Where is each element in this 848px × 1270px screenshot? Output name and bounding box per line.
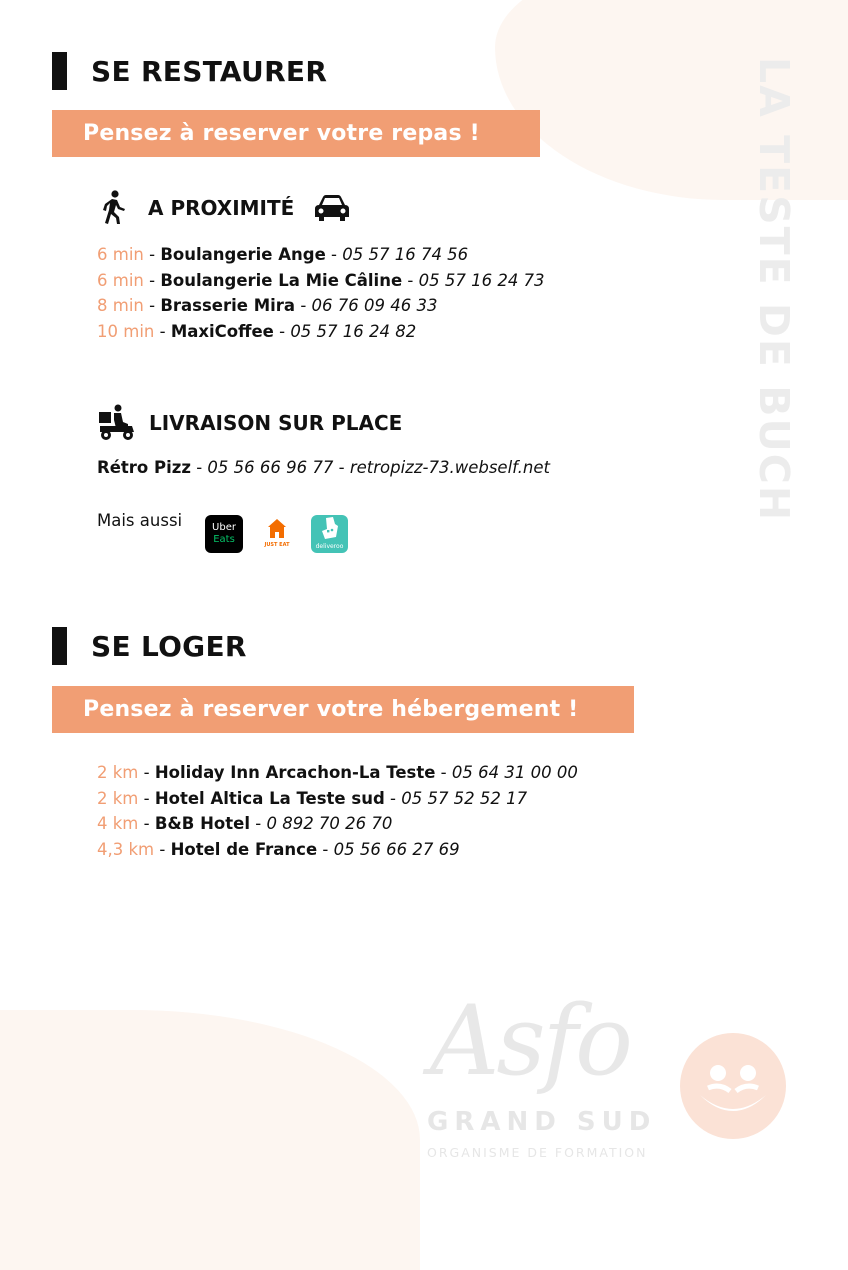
list-item: 2 km - Hotel Altica La Teste sud - 05 57 52 52 17	[97, 788, 528, 808]
section-bar	[52, 52, 67, 90]
section-restaurer-title	[52, 51, 327, 91]
list-item: 6 min - Boulangerie La Mie Câline - 05 57 16 24 73	[97, 270, 545, 290]
list-item: 10 min - MaxiCoffee - 05 57 16 24 82	[97, 321, 417, 341]
retro-pizz-line: Rétro Pizz - 05 56 66 96 77 - retropizz-73.webself.net	[97, 458, 550, 477]
kangaroo-icon	[317, 515, 343, 541]
decorative-blob-bottom	[0, 1010, 420, 1270]
vertical-city-title: LA TESTE DE BUCH	[750, 57, 798, 523]
section-loger-title	[52, 626, 247, 666]
section-bar	[52, 627, 67, 665]
restaurer-banner: Pensez à reserver votre repas !	[52, 110, 540, 157]
uber-eats-logo: Uber Eats	[205, 515, 243, 553]
mais-aussi-label: Mais aussi	[97, 511, 183, 530]
delivery-scooter-icon	[98, 404, 136, 442]
list-item: 2 km - Holiday Inn Arcachon-La Teste - 05 64 31 00 00	[97, 763, 578, 782]
list-item: 4,3 km - Hotel de France - 05 56 66 27 69	[97, 839, 460, 859]
list-item: 8 min - Brasserie Mira - 06 76 09 46 33	[97, 296, 438, 315]
logo-subtitle: ORGANISME DE FORMATION	[427, 1145, 648, 1160]
deliveroo-logo: deliveroo	[311, 515, 348, 553]
livraison-title: LIVRAISON SUR PLACE	[149, 411, 403, 435]
logo-grand-sud: GRAND SUD	[427, 1107, 657, 1137]
proximite-list	[97, 242, 545, 344]
house-icon	[267, 518, 287, 540]
list-item: 4 km - B&B Hotel - 0 892 70 26 70	[97, 814, 393, 833]
car-icon	[312, 193, 352, 223]
loger-banner: Pensez à reserver votre hébergement !	[52, 686, 634, 733]
retro-pizz-website: retropizz-73.webself.net	[349, 458, 550, 477]
section-title-text: SE LOGER	[91, 629, 247, 663]
list-item: 6 min - Boulangerie Ange - 05 57 16 74 56	[97, 245, 469, 264]
section-title-text: SE RESTAURER	[91, 54, 328, 88]
walking-person-icon	[98, 190, 128, 226]
people-emblem-icon	[680, 1033, 786, 1139]
logo-emblem-icon	[680, 1033, 786, 1139]
proximite-title: A PROXIMITÉ	[148, 196, 295, 220]
loger-list	[97, 760, 578, 862]
livraison-heading	[98, 404, 402, 442]
just-eat-logo: JUST EAT	[262, 518, 292, 552]
asfo-logo-wordmark: Asfo	[430, 985, 630, 1097]
proximite-heading	[98, 190, 352, 226]
